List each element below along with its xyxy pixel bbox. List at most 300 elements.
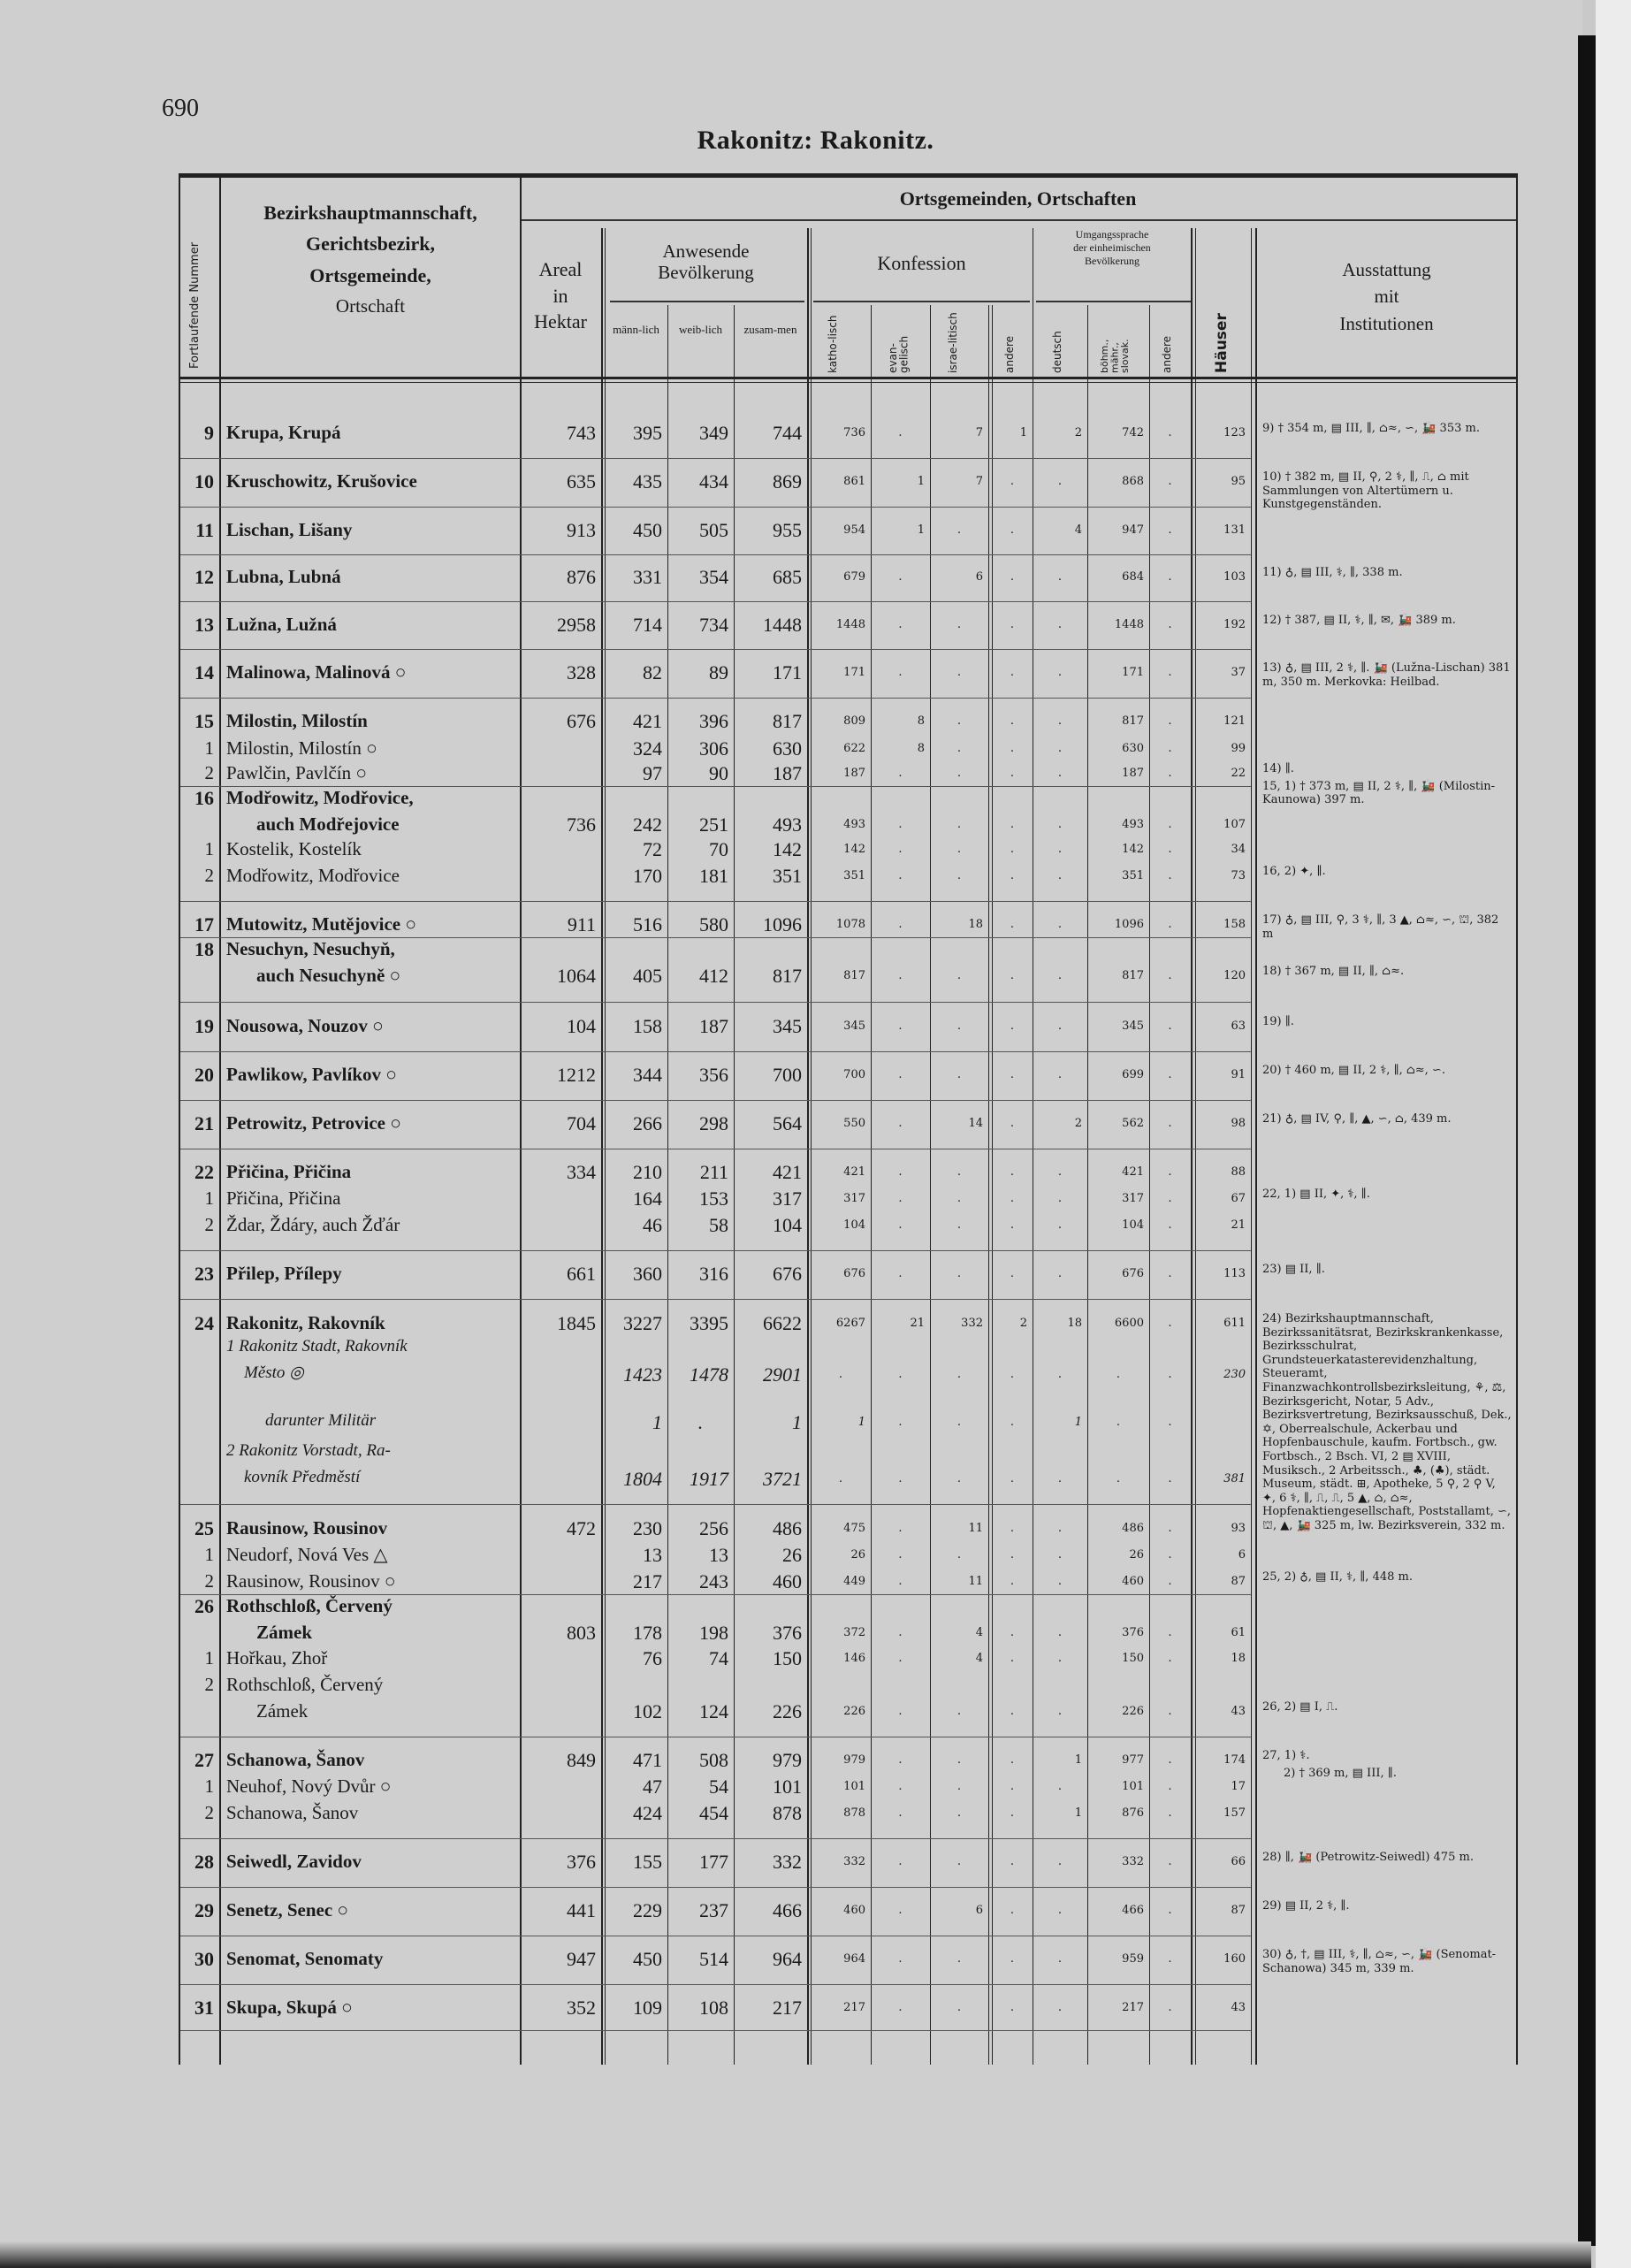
cell-z: 817: [773, 965, 802, 987]
group-header-rule: [520, 219, 1516, 221]
cell-boehm: 142: [1122, 843, 1144, 856]
cell-kath: 449: [843, 1575, 865, 1588]
cell-m: 109: [633, 1997, 662, 2019]
cell-boehm: 947: [1122, 523, 1144, 537]
cell-kath: 372: [843, 1626, 865, 1639]
cell-boehm: 817: [1122, 714, 1144, 728]
cell-sand: .: [1168, 843, 1172, 856]
row-separator: [180, 507, 1250, 508]
row-separator: [180, 1002, 1250, 1003]
cell-haeuser: 93: [1231, 1522, 1246, 1535]
cell-w: 256: [699, 1517, 728, 1539]
cell-z: 955: [773, 519, 802, 541]
cell-m: 331: [633, 566, 662, 588]
place-name: Pawlčin, Pavlčín ○: [226, 762, 368, 783]
cell-and: .: [1010, 570, 1015, 584]
institution-entry: 27, 1) ⚕.: [1262, 1749, 1310, 1762]
row-separator: [1195, 2030, 1251, 2031]
cell-m: 471: [633, 1749, 662, 1771]
row-number: 26: [194, 1595, 214, 1617]
place-name: Rothschloß, Červený: [226, 1674, 384, 1695]
cell-boehm: 171: [1122, 666, 1144, 679]
header-areal-line: in: [553, 284, 568, 307]
cell-sand: .: [1168, 1165, 1172, 1179]
cell-areal: 376: [567, 1851, 596, 1873]
column-rule: [1149, 305, 1150, 2065]
cell-kath: 104: [843, 1218, 865, 1232]
cell-evang: .: [898, 969, 903, 982]
cell-z: 979: [773, 1749, 802, 1771]
cell-sand: .: [1168, 475, 1172, 488]
cell-evang: .: [898, 1904, 903, 1917]
institution-entry: 30) ♁, †, ▤ III, ⚕, ∥, ⌂≈, ∽, 🚂 (Senomat-Schanowa) 345 m, 339 m.: [1262, 1948, 1497, 1975]
sub-row-number: 1: [204, 1187, 214, 1209]
cell-deutsch: .: [1057, 714, 1063, 728]
cell-sand: .: [1168, 1192, 1172, 1205]
cell-w: 187: [699, 1015, 728, 1037]
cell-m: 714: [633, 614, 662, 636]
header-fortlaufende-nummer: Fortlaufende Nummer: [188, 241, 202, 369]
page-margin: [1596, 0, 1631, 2268]
place-name: Pawlikow, Pavlíkov ○: [226, 1064, 397, 1085]
cell-deutsch: .: [1057, 1165, 1063, 1179]
place-name: Modřowitz, Modřovice,: [226, 787, 414, 808]
place-name-continued: Město ◎: [244, 1363, 304, 1382]
cell-sand: .: [1168, 1652, 1172, 1665]
cell-kath: 142: [843, 843, 865, 856]
row-separator: [180, 554, 1250, 555]
header-katholisch: katho-lisch: [827, 315, 839, 373]
cell-evang: .: [898, 1806, 903, 1820]
header-bezirk-line: Bezirkshauptmannschaft,: [263, 202, 477, 224]
cell-deutsch: .: [1057, 918, 1063, 931]
page-bottom-shadow: [0, 2241, 1591, 2268]
cell-sand: .: [1168, 1368, 1172, 1381]
cell-deutsch: .: [1057, 618, 1063, 631]
cell-deutsch: 1: [1074, 1753, 1082, 1767]
cell-sand: .: [1168, 1753, 1172, 1767]
cell-w: 54: [709, 1775, 728, 1798]
cell-evang: 1: [917, 523, 925, 537]
cell-deutsch: 1: [1074, 1806, 1082, 1820]
row-separator: [1195, 698, 1251, 699]
cell-areal: 334: [567, 1161, 596, 1183]
cell-m: 421: [633, 710, 662, 732]
cell-w: 243: [699, 1570, 728, 1592]
row-separator: [1195, 507, 1251, 508]
cell-boehm: 26: [1129, 1548, 1144, 1562]
row-number: 11: [195, 519, 214, 541]
cell-haeuser: 37: [1231, 666, 1246, 679]
cell-haeuser: 18: [1231, 1652, 1246, 1665]
place-name: Hořkau, Zhoř: [226, 1647, 328, 1669]
row-separator: [180, 1100, 1250, 1101]
cell-boehm: 226: [1122, 1705, 1144, 1718]
institution-entry: 16, 2) ✦, ∥.: [1262, 865, 1326, 878]
cell-kath: 817: [843, 969, 865, 982]
cell-boehm: 562: [1122, 1117, 1144, 1130]
row-separator: [180, 698, 1250, 699]
cell-evang: .: [898, 1952, 903, 1966]
institution-entry: 21) ♁, ▤ IV, ⚲, ∥, ▲, ∽, ⌂, 439 m.: [1262, 1112, 1452, 1126]
cell-w: 298: [699, 1112, 728, 1134]
cell-haeuser: 98: [1231, 1117, 1246, 1130]
header-sprache-line: der einheimischen: [1073, 241, 1151, 254]
cell-w: 349: [699, 422, 728, 444]
institution-entry: 29) ▤ II, 2 ⚕, ∥.: [1262, 1899, 1350, 1913]
institution-entry: 20) † 460 m, ▤ II, 2 ⚕, ∥, ⌂≈, ∽.: [1262, 1064, 1445, 1077]
cell-z: 317: [773, 1187, 802, 1210]
place-name: Petrowitz, Petrovice ○: [226, 1112, 401, 1134]
row-separator: [180, 1051, 1250, 1052]
cell-m: 229: [633, 1899, 662, 1921]
cell-m: 46: [643, 1214, 662, 1236]
place-name-continued: auch Nesuchyně ○: [256, 965, 401, 986]
cell-areal: 441: [567, 1899, 596, 1921]
cell-deutsch: 18: [1067, 1317, 1082, 1330]
cell-areal: 661: [567, 1263, 596, 1285]
header-sprache-andere: andere: [1161, 335, 1173, 373]
cell-w: 434: [699, 470, 728, 493]
cell-kath: 736: [843, 426, 865, 439]
row-separator: [1195, 554, 1251, 555]
header-zusammen: zusam-men: [743, 323, 797, 336]
column-rule: [1087, 305, 1088, 2065]
place-name: Nousowa, Nouzov ○: [226, 1015, 384, 1036]
cell-sand: .: [1168, 1522, 1172, 1535]
institution-entry: 13) ♁, ▤ III, 2 ⚕, ∥. 🚂 (Lužna-Lischan) 381 m, 350 m. Merkovka: Heilbad.: [1262, 661, 1511, 689]
cell-evang: .: [898, 2001, 903, 2014]
cell-and: .: [1010, 1192, 1015, 1205]
cell-boehm: 486: [1122, 1522, 1144, 1535]
cell-sand: .: [1168, 1952, 1172, 1966]
cell-isr: .: [956, 1806, 962, 1820]
cell-sand: .: [1168, 1117, 1172, 1130]
cell-kath: 171: [843, 666, 865, 679]
row-number: 28: [194, 1851, 214, 1873]
cell-deutsch: .: [1057, 1904, 1063, 1917]
cell-z: 217: [773, 1997, 802, 2019]
cell-areal: 736: [567, 813, 596, 836]
row-separator: [1195, 601, 1251, 602]
cell-deutsch: .: [1057, 1267, 1063, 1280]
cell-evang: .: [898, 1855, 903, 1868]
cell-kath: 622: [843, 742, 865, 755]
sub-row-number: 1: [204, 1775, 214, 1797]
cell-evang: .: [898, 1626, 903, 1639]
cell-w: 354: [699, 566, 728, 588]
cell-z: 685: [773, 566, 802, 588]
cell-z: 1096: [763, 913, 802, 935]
row-number: 14: [194, 661, 214, 683]
cell-and: .: [1010, 818, 1015, 831]
cell-w: 237: [699, 1899, 728, 1921]
place-name: Rakonitz, Rakovník: [226, 1312, 385, 1333]
place-name: Milostin, Milostín ○: [226, 737, 377, 759]
row-number: 22: [194, 1161, 214, 1183]
column-rule: [1191, 228, 1193, 2065]
cell-isr: .: [956, 818, 962, 831]
cell-boehm: 421: [1122, 1165, 1144, 1179]
cell-kath: 345: [843, 1019, 865, 1033]
place-name: Nesuchyn, Nesuchyň,: [226, 938, 395, 959]
cell-deutsch: .: [1057, 1522, 1063, 1535]
row-number: 29: [194, 1899, 214, 1921]
cell-deutsch: .: [1057, 1575, 1063, 1588]
cell-w: 198: [699, 1622, 728, 1644]
column-rule: [219, 177, 221, 2065]
cell-haeuser: 88: [1231, 1165, 1246, 1179]
cell-w: 108: [699, 1997, 728, 2019]
place-name: Modřowitz, Modřovice: [226, 865, 400, 886]
cell-areal: 876: [567, 566, 596, 588]
cell-isr: 332: [961, 1317, 983, 1330]
row-separator: [1195, 1299, 1251, 1300]
institution-entry: 19) ∥.: [1262, 1015, 1294, 1028]
cell-evang: .: [898, 1753, 903, 1767]
cell-m: 102: [633, 1700, 662, 1722]
cell-isr: .: [956, 1952, 962, 1966]
cell-w: 211: [699, 1161, 728, 1183]
cell-and: .: [1010, 714, 1015, 728]
row-separator: [180, 1984, 1250, 1985]
sub-row-number: 2: [204, 762, 214, 783]
sprache-group-rule: [1036, 301, 1191, 302]
cell-evang: .: [898, 1522, 903, 1535]
page-number: 690: [162, 95, 199, 122]
institution-entry: 18) † 367 m, ▤ II, ∥, ⌂≈.: [1262, 965, 1405, 978]
cell-kath: 1448: [835, 618, 865, 631]
cell-isr: .: [956, 969, 962, 982]
row-separator: [1195, 1984, 1251, 1985]
cell-w: 734: [699, 614, 728, 636]
cell-areal: 1064: [557, 965, 596, 987]
row-number: 30: [194, 1948, 214, 1970]
cell-areal: 635: [567, 470, 596, 493]
header-bev-line: Bevölkerung: [658, 262, 754, 284]
column-rule: [1251, 228, 1252, 2065]
cell-kath: 878: [843, 1806, 865, 1820]
cell-haeuser: 381: [1223, 1472, 1246, 1485]
row-number: 9: [204, 422, 214, 444]
institution-entry: 9) † 354 m, ▤ III, ∥, ⌂≈, ∽, 🚂 353 m.: [1262, 422, 1480, 435]
place-name: Seiwedl, Zavidov: [226, 1851, 362, 1872]
cell-w: 514: [699, 1948, 728, 1970]
place-name: Mutowitz, Mutějovice ○: [226, 913, 417, 935]
cell-isr: 6: [975, 1904, 983, 1917]
row-separator: [180, 1887, 1250, 1888]
row-number: 24: [194, 1312, 214, 1334]
cell-and: .: [1010, 1904, 1015, 1917]
institution-entry: 23) ▤ II, ∥.: [1262, 1263, 1325, 1276]
cell-z: 964: [773, 1948, 802, 1970]
cell-kath: 809: [843, 714, 865, 728]
cell-w: 153: [699, 1187, 728, 1210]
cell-and: .: [1010, 969, 1015, 982]
cell-isr: 7: [975, 475, 983, 488]
place-name: Schanowa, Šanov: [226, 1749, 365, 1770]
cell-z: 460: [773, 1570, 802, 1592]
cell-evang: .: [898, 1368, 903, 1381]
header-areal: [520, 256, 601, 335]
cell-areal: 849: [567, 1749, 596, 1771]
cell-m: 1423: [623, 1363, 662, 1386]
row-separator: [180, 1299, 1250, 1300]
cell-and: .: [1010, 523, 1015, 537]
row-number: 31: [194, 1997, 214, 2019]
cell-sand: .: [1168, 523, 1172, 537]
row-number: 16: [194, 787, 214, 809]
cell-w: 396: [699, 710, 728, 732]
cell-and: .: [1010, 1806, 1015, 1820]
sub-row-number: 1: [204, 737, 214, 759]
cell-kath: 679: [843, 570, 865, 584]
cell-and: .: [1010, 1952, 1015, 1966]
header-bevoelkerung: [605, 241, 807, 283]
sub-row-number: 2: [204, 865, 214, 886]
cell-haeuser: 120: [1223, 969, 1246, 982]
cell-evang: .: [898, 767, 903, 780]
cell-and: .: [1010, 1068, 1015, 1081]
cell-haeuser: 43: [1231, 1705, 1246, 1718]
cell-haeuser: 121: [1223, 714, 1246, 728]
header-areal-line: Hektar: [534, 310, 587, 333]
cell-boehm: 1448: [1114, 618, 1144, 631]
cell-kath: 493: [843, 818, 865, 831]
cell-m: 405: [633, 965, 662, 987]
header-ausstattung-line: Institutionen: [1339, 312, 1434, 334]
cell-areal: 911: [567, 913, 596, 935]
cell-haeuser: 73: [1231, 869, 1246, 882]
column-rule: [930, 305, 931, 2065]
cell-isr: .: [956, 2001, 962, 2014]
cell-deutsch: 1: [1074, 1416, 1082, 1429]
cell-boehm: 187: [1122, 767, 1144, 780]
cell-boehm: 104: [1122, 1218, 1144, 1232]
header-ausstattung-line: Ausstattung: [1342, 259, 1431, 280]
cell-boehm: 493: [1122, 818, 1144, 831]
cell-and: .: [1010, 1522, 1015, 1535]
cell-boehm: 376: [1122, 1626, 1144, 1639]
cell-haeuser: 160: [1223, 1952, 1246, 1966]
cell-kath: 187: [843, 767, 865, 780]
cell-areal: 1845: [557, 1312, 596, 1334]
cell-areal: 743: [567, 422, 596, 444]
cell-m: 324: [633, 737, 662, 760]
cell-deutsch: .: [1057, 1626, 1063, 1639]
cell-areal: 947: [567, 1948, 596, 1970]
row-number: 23: [194, 1263, 214, 1285]
cell-isr: .: [956, 1368, 962, 1381]
institution-entry: 25, 2) ♁, ▤ II, ⚕, ∥, 448 m.: [1262, 1570, 1413, 1584]
cell-m: 230: [633, 1517, 662, 1539]
header-israelitisch: israe-litisch: [947, 312, 959, 373]
row-separator: [1195, 901, 1251, 902]
header-weiblich: weib-lich: [678, 323, 723, 336]
cell-z: 376: [773, 1622, 802, 1644]
cell-boehm: 332: [1122, 1855, 1144, 1868]
place-name: Přičina, Přičina: [226, 1187, 341, 1209]
row-number: 13: [194, 614, 214, 636]
cell-w: 356: [699, 1064, 728, 1086]
cell-evang: .: [898, 1165, 903, 1179]
cell-sand: .: [1168, 426, 1172, 439]
row-number: 10: [194, 470, 214, 493]
cell-kath: 460: [843, 1904, 865, 1917]
row-separator: [1195, 458, 1251, 459]
sub-row-number: 1: [204, 838, 214, 859]
cell-deutsch: .: [1057, 843, 1063, 856]
cell-kath: .: [838, 1472, 843, 1485]
cell-m: 424: [633, 1802, 662, 1824]
cell-kath: .: [838, 1368, 843, 1381]
cell-evang: .: [898, 1068, 903, 1081]
cell-isr: .: [956, 843, 962, 856]
cell-deutsch: .: [1057, 1855, 1063, 1868]
institution-entry: 17) ♁, ▤ III, ⚲, 3 ⚕, ∥, 3 ▲, ⌂≈, ∽, ⛫, 382 m: [1262, 913, 1499, 941]
cell-deutsch: .: [1057, 818, 1063, 831]
cell-boehm: 699: [1122, 1068, 1144, 1081]
sub-row-number: 2: [204, 1570, 214, 1592]
cell-kath: 332: [843, 1855, 865, 1868]
cell-isr: .: [956, 1192, 962, 1205]
cell-deutsch: .: [1057, 742, 1063, 755]
cell-and: .: [1010, 1117, 1015, 1130]
cell-and: .: [1010, 1780, 1015, 1793]
cell-sand: .: [1168, 1019, 1172, 1033]
cell-sand: .: [1168, 818, 1172, 831]
header-bezirk: [221, 202, 520, 317]
place-name: Kruschowitz, Krušovice: [226, 470, 417, 492]
cell-evang: .: [898, 1192, 903, 1205]
header-sprache-line: Umgangssprache: [1075, 228, 1149, 241]
header-bezirk-line: Gerichtsbezirk,: [305, 233, 436, 256]
cell-kath: 964: [843, 1952, 865, 1966]
cell-sand: .: [1168, 1904, 1172, 1917]
cell-kath: 26: [850, 1548, 865, 1562]
cell-isr: .: [956, 1267, 962, 1280]
place-name: Skupa, Skupá ○: [226, 1997, 353, 2018]
cell-deutsch: .: [1057, 1019, 1063, 1033]
cell-z: 2901: [763, 1363, 802, 1386]
cell-boehm: 217: [1122, 2001, 1144, 2014]
row-number: 17: [194, 913, 214, 935]
row-separator: [1195, 1838, 1251, 1839]
cell-boehm: 6600: [1114, 1317, 1144, 1330]
institution-entry: 24) Bezirkshauptmannschaft, Bezirkssanitätsrat, Bezirkskrankenkasse, Bezirksschulrat, Grundsteuerkatasterevidenzhaltung, Steueramt, Finanzwachkontrollsbezirksleitung, ⚘, ⚖, Bezirksgericht, Notar, 5 Adv., Bezirksvertretung, Bezirksausschuß, Dek., ✡, Oberrealschule, Ackerbau und Hopfenbauschule, kaufm. Fortbsch., gw. Fortbsch., 2 Bsch. VI, 2 ▤ XVIII, Musiksch., 2 Arbeitssch., ♣, (♣), städt. Museum, städt. ⊞, Apotheke, 5 ⚲, 2 ⚲ V, ✦, 6 ⚕, ∥, ⎍, ⎍, 5 ▲, ⌂, ⌂≈, Hopfenaktiengesellschaft, Poststallamt, ∽, ⛫, ▲, 🚂 325 m, lw. Bezirksverein, 332 m.: [1262, 1312, 1512, 1532]
row-separator: [180, 649, 1250, 650]
cell-kath: 979: [843, 1753, 865, 1767]
place-name: Rausinow, Rousinov: [226, 1517, 388, 1539]
place-name: Schanowa, Šanov: [226, 1802, 359, 1823]
cell-isr: .: [956, 714, 962, 728]
sub-row-number: 2: [204, 1214, 214, 1235]
cell-deutsch: .: [1057, 869, 1063, 882]
cell-w: 580: [699, 913, 728, 935]
cell-isr: .: [956, 1472, 962, 1485]
header-bezirk-line: Ortschaft: [335, 294, 406, 317]
cell-and: .: [1010, 742, 1015, 755]
cell-evang: .: [898, 1472, 903, 1485]
cell-sand: .: [1168, 742, 1172, 755]
institution-entry: 22, 1) ▤ II, ✦, ⚕, ∥.: [1262, 1187, 1370, 1201]
header-ortsgemeinden: Ortsgemeinden, Ortschaften: [899, 187, 1137, 210]
cell-deutsch: .: [1057, 1705, 1063, 1718]
cell-and: .: [1010, 1165, 1015, 1179]
cell-w: 124: [699, 1700, 728, 1722]
cell-evang: .: [898, 869, 903, 882]
cell-areal: 2958: [557, 614, 596, 636]
